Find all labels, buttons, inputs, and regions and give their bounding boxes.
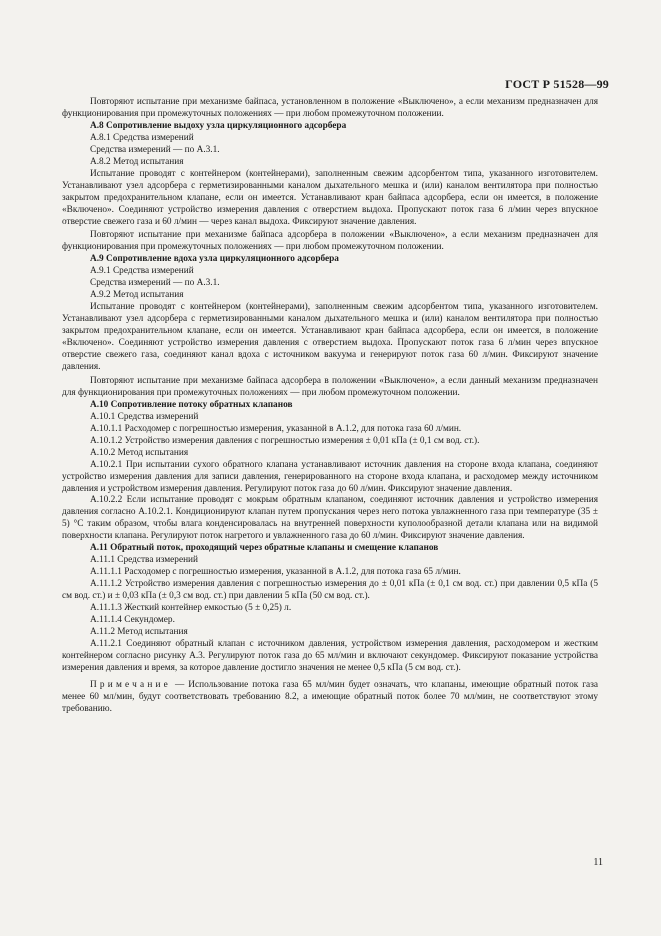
paragraph: А.9.1 Средства измерений: [90, 266, 194, 277]
standard-header: ГОСТ Р 51528—99: [505, 77, 609, 91]
paragraph: А.11.1.4 Секундомер.: [90, 614, 175, 625]
paragraph: Повторяют испытание при механизме байпаса, установленном в положение «Выключено», а если механизм предназначен для функционирования при промежуточных положениях — при любом промежуточном положении.: [62, 97, 598, 119]
paragraph: А.10.1.1 Расходомер с погрешностью измерения, указанной в А.1.2, для потока газа 60 л/мин.: [90, 423, 462, 434]
paragraph: А.11.1.1 Расходомер с погрешностью измерения, указанной в А.1.2, для потока газа 65 л/мин.: [90, 567, 461, 578]
paragraph: А.8.2 Метод испытания: [90, 156, 184, 167]
paragraph: А.10.1.2 Устройство измерения давления с погрешностью измерения ± 0,01 кПа (± 0,1 см вод. ст.).: [90, 435, 480, 446]
paragraph: А.10.2 Метод испытания: [90, 447, 189, 458]
section-heading-a9: А.9 Сопротивление вдоха узла циркуляционного адсорбера: [90, 254, 339, 265]
paragraph: Повторяют испытание при механизме байпаса адсорбера в положении «Выключено», а если механизм предназначен для функционирования при промежуточных положениях — при любом промежуточном положении.: [62, 230, 598, 253]
paragraph: А.11.2.1 Соединяют обратный клапан с источником давления, устройством измерения давления, расходомером и жестким контейнером согласно рисунку А.3. Регулируют поток газа до 65 мл/мин и включают секундомер. Фиксируют показание устройства измерения давления и время, за которое давление достигло значения не менее 0,5 кПа (5 см вод. ст.).: [62, 638, 598, 673]
note-text: — Использование потока газа 65 мл/мин будет означать, что клапаны, имеющие обратный поток газа менее 60 мл/мин, будут соответствовать требованию 8.2, а имеющие обратный поток более 70 мл/мин, не соответствуют этому требованию.: [62, 679, 598, 714]
note-paragraph: [62, 680, 598, 716]
paragraph: Повторяют испытание при механизме байпаса адсорбера в положении «Выключено», а если данный механизм предназначен для функционирования при промежуточных положениях — при любом промежуточном положении.: [62, 375, 598, 398]
page-number: 11: [593, 857, 603, 868]
paragraph: Испытание проводят с контейнером (контейнерами), заполненным свежим адсорбентом типа, указанного изготовителем. Устанавливают узел адсорбера с герметизированными каналом дыхательного мешка и (или) каналом вентилятора при полностью закрытом предохранительном клапане, если он имеется. Устанавливают кран байпаса адсорбера, если он имеется, в положение «Включено». Соединяют устройство измерения давления с отверстием выдоха. Пропускают поток газа 6 л/мин через впускное отверстие свежего газа и 60 л/мин — через канал выдоха. Фиксируют значение давления.: [62, 168, 598, 227]
paragraph: Средства измерений — по А.3.1.: [90, 278, 220, 289]
paragraph: А.11.1.3 Жесткий контейнер емкостью (5 ± 0,25) л.: [90, 603, 292, 614]
paragraph: А.11.1.2 Устройство измерения давления с погрешностью измерения до ± 0,01 кПа (± 0,1 см вод. ст.) при давлении 0,5 кПа (5 см вод. ст.) и ± 0,03 кПа (± 0,3 см вод. ст.) при давлении 5 кПа (50 см вод. ст.).: [62, 579, 598, 602]
section-heading-a10: А.10 Сопротивление потоку обратных клапанов: [90, 399, 293, 410]
paragraph: А.10.2.2 Если испытание проводят с мокрым обратным клапаном, соединяют источник давления и устройство измерения давления согласно А.10.2.1. Кондиционируют клапан путем пропускания через него потока увлажненного газа при температуре (35 ± 5) °С таким образом, чтобы влага конденсировалась на внутренней поверхности куполообразной детали клапана или на видимой поверхности клапана. Регулируют поток нагретого и увлажненного газа до 60 л/мин. Фиксируют значение давления.: [62, 495, 598, 542]
section-heading-a8: А.8 Сопротивление выдоху узла циркуляционного адсорбера: [90, 120, 347, 131]
document-body: [62, 97, 598, 716]
note-label: Примечание: [90, 679, 171, 690]
paragraph: Испытание проводят с контейнером (контейнерами), заполненным свежим адсорбентом типа, указанного изготовителем. Устанавливают узел адсорбера с герметизированными каналом дыхательного мешка и (или) каналом вентилятора при полностью закрытом предохранительном клапане, если он имеется. Устанавливают кран байпаса адсорбера, если он имеется, в положение «Включено». Соединяют устройство измерения давления с отверстием выдоха. Пропускают поток газа 6 л/мин через впускное отверстие свежего газа, соединяют канал вдоха с источником вакуума и генерируют поток газа 60 л/мин. Фиксируют значение давления.: [62, 302, 598, 372]
paragraph: А.11.1 Средства измерений: [90, 555, 199, 566]
paragraph: А.10.1 Средства измерений: [90, 411, 199, 422]
paragraph: Средства измерений — по А.3.1.: [90, 144, 220, 155]
paragraph: А.8.1 Средства измерений: [90, 132, 194, 143]
paragraph: А.10.2.1 При испытании сухого обратного клапана устанавливают источник давления на стороне входа клапана, соединяют устройство измерения давления для записи давления, генерированного на стороне входа клапана, и расходомер между источником давления и устройством измерения давления. Регулируют поток газа до 60 л/мин. Фиксируют значение давления.: [62, 459, 598, 494]
section-heading-a11: А.11 Обратный поток, проходящий через обратные клапаны и смещение клапанов: [90, 543, 439, 554]
paragraph: А.9.2 Метод испытания: [90, 290, 184, 301]
paragraph: А.11.2 Метод испытания: [90, 626, 188, 637]
